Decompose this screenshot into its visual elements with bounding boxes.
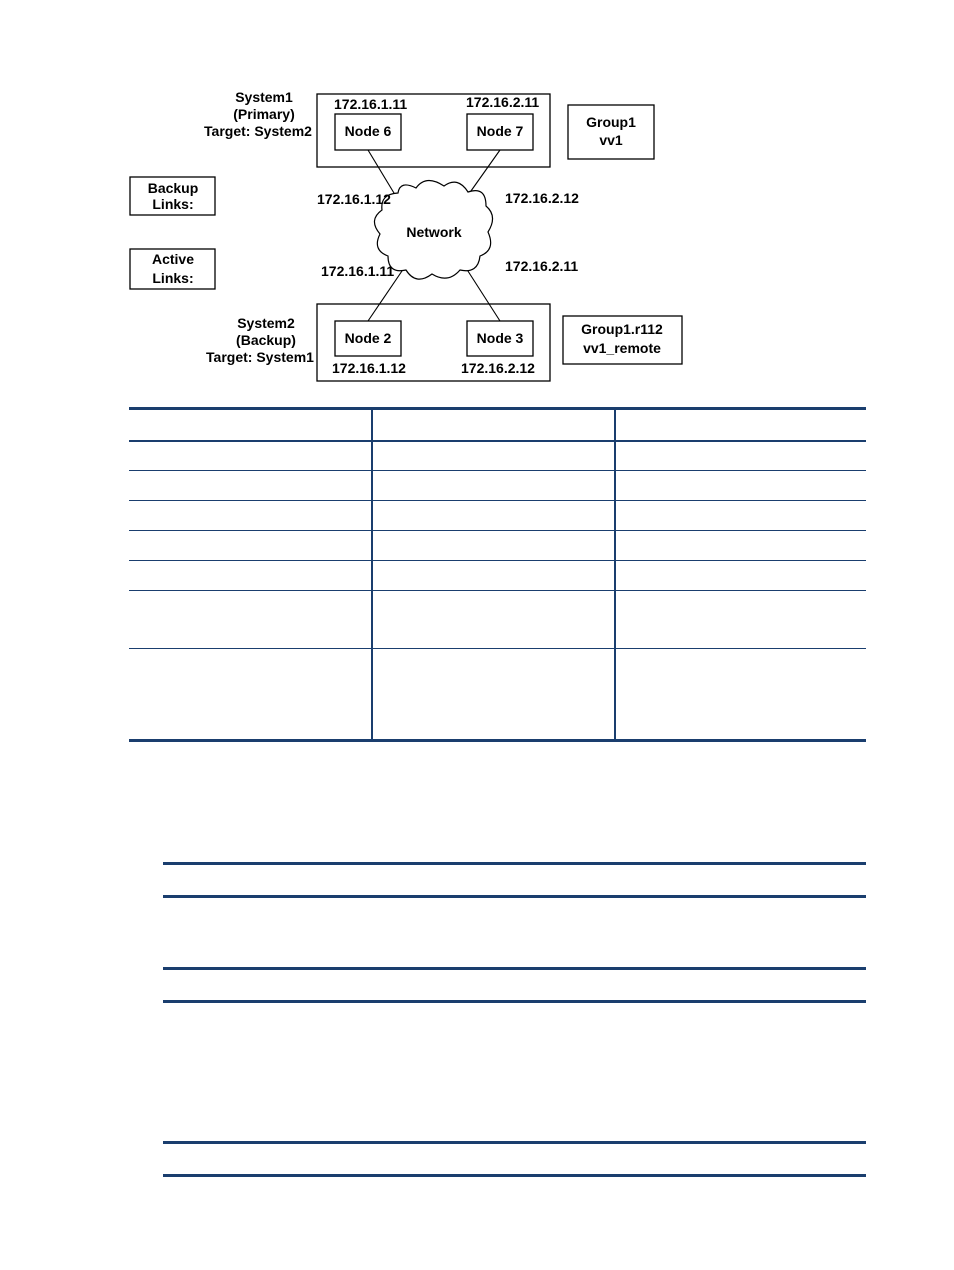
table-row	[129, 649, 866, 741]
table-cell	[615, 591, 866, 649]
command-box-1	[163, 862, 866, 898]
ip-upper-left: 172.16.1.12	[317, 191, 391, 207]
table-row	[129, 471, 866, 501]
table-cell	[129, 441, 372, 471]
table-cell	[615, 471, 866, 501]
node7-label: Node 7	[476, 123, 524, 139]
table-cell	[129, 591, 372, 649]
group-remote-name: Group1.r112	[581, 321, 663, 337]
system2-target: Target: System1	[206, 349, 314, 365]
active-links-legend-line1: Active	[151, 251, 195, 267]
table-cell	[129, 531, 372, 561]
table-header-row	[129, 409, 866, 441]
table-cell	[372, 531, 615, 561]
group1-volume: vv1	[599, 132, 623, 148]
system1-ip-node7: 172.16.2.11	[466, 94, 540, 110]
table-cell	[372, 591, 615, 649]
system2-role: (Backup)	[236, 332, 296, 348]
node3-label: Node 3	[476, 330, 524, 346]
network-label: Network	[406, 224, 462, 240]
table-cell	[615, 409, 866, 441]
active-links-legend-line2: Links:	[152, 270, 194, 286]
system2-name: System2	[237, 315, 295, 331]
table-row	[129, 591, 866, 649]
table-cell	[129, 409, 372, 441]
backup-links-legend-line2: Links:	[152, 196, 194, 212]
backup-links-legend-line1: Backup	[147, 180, 199, 196]
remote-copy-diagram	[0, 0, 954, 400]
table-row	[129, 561, 866, 591]
command-box-3	[163, 1141, 866, 1177]
table-cell	[129, 501, 372, 531]
table-cell	[129, 471, 372, 501]
link-node3-network	[466, 268, 500, 321]
ip-upper-right: 172.16.2.12	[505, 190, 579, 206]
table-cell	[372, 501, 615, 531]
group-remote-volume: vv1_remote	[583, 340, 661, 356]
ip-lower-right: 172.16.2.11	[505, 258, 579, 274]
system2-ip-node3: 172.16.2.12	[461, 360, 535, 376]
settings-table	[129, 407, 866, 742]
table-cell	[615, 441, 866, 471]
group1-name: Group1	[586, 114, 636, 130]
table-row	[129, 531, 866, 561]
system1-ip-node6: 172.16.1.11	[334, 96, 408, 112]
table-cell	[129, 561, 372, 591]
table-row	[129, 501, 866, 531]
table-cell	[372, 471, 615, 501]
ip-lower-left: 172.16.1.11	[321, 263, 395, 279]
table-cell	[372, 649, 615, 741]
node6-label: Node 6	[344, 123, 392, 139]
table-cell	[372, 409, 615, 441]
node2-label: Node 2	[344, 330, 392, 346]
table-cell	[129, 649, 372, 741]
table-cell	[615, 649, 866, 741]
table-cell	[372, 561, 615, 591]
system1-target: Target: System2	[204, 123, 312, 139]
system1-name: System1	[235, 89, 293, 105]
command-box-2	[163, 967, 866, 1003]
table-cell	[615, 561, 866, 591]
system1-role: (Primary)	[233, 106, 295, 122]
table-cell	[615, 501, 866, 531]
table-cell	[615, 531, 866, 561]
table-row	[129, 441, 866, 471]
table-cell	[372, 441, 615, 471]
system2-ip-node2: 172.16.1.12	[332, 360, 406, 376]
